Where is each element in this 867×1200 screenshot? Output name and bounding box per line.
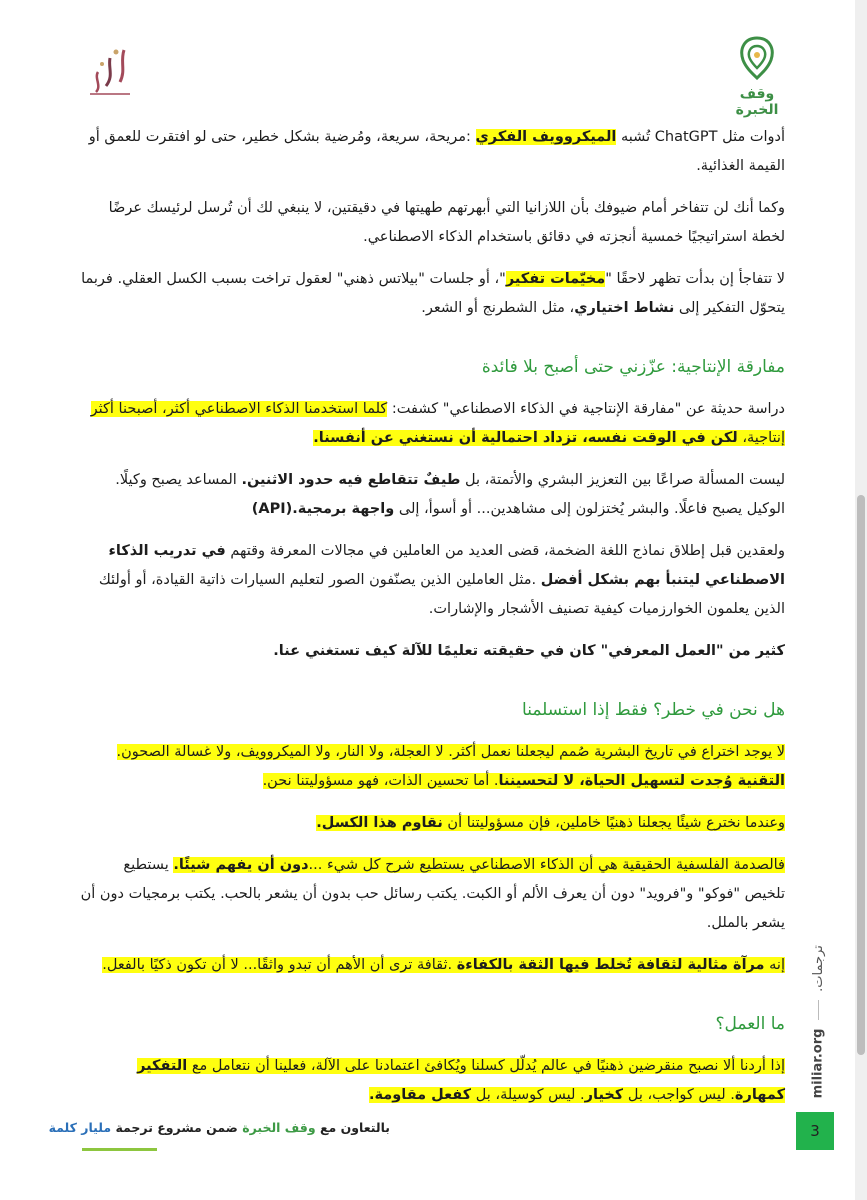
paragraph: دراسة حديثة عن "مفارقة الإنتاجية في الذكاء الاصطناعي" كشفت: كلما استخدمنا الذكاء الاصطناعي أكثر، أصبحنا أكثر إنتاجية، لكن في الوقت نفسه، تزداد احتمالية أن نستغني عن أنفسنا. bbox=[90, 401, 785, 446]
section-heading: هل نحن في خطر؟ فقط إذا استسلمنا bbox=[522, 700, 785, 720]
section-heading: مفارقة الإنتاجية: عزّزني حتى أصبح بلا فائدة bbox=[481, 357, 785, 377]
page-number: 3 bbox=[796, 1112, 834, 1150]
footer-underline bbox=[82, 1148, 157, 1151]
paragraph: كثير من "العمل المعرفي" كان في حقيقته تعليمًا للآلة كيف تستغني عنا. bbox=[273, 643, 785, 659]
paragraph: لا يوجد اختراع في تاريخ البشرية صُمم ليجعلنا نعمل أكثر. لا العجلة، ولا النار، ولا الميكروويف، ولا غسالة الصحون. التقنية وُجدت لتسهيل الحياة، لا لتحسيننا. أما تحسين الذات، فهو مسؤوليتنا نحن. bbox=[116, 744, 785, 789]
paragraph: إذا أردنا ألا نصبح منقرضين ذهنيًا في عالم يُدلّل كسلنا ويُكافئ اعتمادنا على الآلة، فعلينا أن نتعامل مع التفكير كمهارة. ليس كواجب، بل كخيار. ليس كوسيلة، بل كفعل مقاومة. bbox=[137, 1058, 785, 1103]
section-heading: ما العمل؟ bbox=[715, 1014, 785, 1034]
logo-caption: وقف الخبرة bbox=[735, 86, 779, 118]
scrollbar-thumb[interactable] bbox=[857, 495, 865, 1055]
paragraph: لا تتفاجأ إن بدأت تظهر لاحقًا "مخيّمات تفكير"، أو جلسات "بيلاتس ذهني" لعقول تراخت بسبب الكسل العقلي. فربما يتحوّل التفكير إلى نشاط اختياري، مثل الشطرنج أو الشعر. bbox=[81, 271, 785, 316]
paragraph: إنه مرآة مثالية لثقافة تُخلط فيها الثقة بالكفاءة .ثقافة ترى أن الأهم أن تبدو واثقًا... لا أن تكون ذكيًا بالفعل. bbox=[102, 957, 785, 973]
paragraph: وعندما نخترع شيئًا يجعلنا ذهنيًا خاملين، فإن مسؤوليتنا أن نقاوم هذا الكسل. bbox=[316, 815, 785, 831]
scrollbar-track[interactable] bbox=[855, 0, 867, 1200]
paragraph: وكما أنك لن تتفاخر أمام ضيوفك بأن اللازانيا التي أبهرتهم طهيتها في دقيقتين، لا ينبغي لك أن تُرسل لرئيسك عرضًا لخطة استراتيجيًا خمسية أنجزته في دقائق باستخدام الذكاء الاصطناعي. bbox=[108, 200, 785, 245]
article-body bbox=[80, 123, 785, 1123]
paragraph: أدوات مثل ChatGPT تُشبه الميكروويف الفكري :مريحة، سريعة، ومُرضية بشكل خطير، حتى لو افتقرت للعمق أو القيمة الغذائية. bbox=[88, 129, 785, 174]
paragraph: ليست المسألة صراعًا بين التعزيز البشري والأتمتة، بل طيفٌ تتقاطع فيه حدود الاثنين. المساعد يصبح وكيلًا. الوكيل يصبح فاعلًا. والبشر يُختزلون إلى مشاهدين... أو أسوأ، إلى واجهة برمجية.(API) bbox=[115, 472, 785, 517]
footer-credit: بالتعاون مع وقف الخبرة ضمن مشروع ترجمة مليار كلمة bbox=[48, 1120, 390, 1135]
side-divider bbox=[818, 1000, 819, 1020]
footer-project[interactable]: مليار كلمة bbox=[48, 1120, 112, 1135]
waqf-alkhibra-logo bbox=[722, 36, 792, 118]
kalila-logo bbox=[80, 42, 140, 102]
side-url[interactable]: miliar.org bbox=[810, 1028, 826, 1098]
paragraph: ولعقدين قبل إطلاق نماذج اللغة الضخمة، قضى العديد من العاملين في مجالات المعرفة وقتهم في تدريب الذكاء الاصطناعي ليتنبأ بهم بشكل أفضل .مثل العاملين الذين يصنّفون الصور لتعليم السيارات ذاتية القيادة، أو أولئك الذين يعلمون الخوارزميات كيفية تصنيف الأشجار والإشارات. bbox=[98, 543, 785, 617]
footer-partner[interactable]: وقف الخبرة bbox=[242, 1120, 316, 1135]
waqf-emblem-icon bbox=[735, 36, 779, 80]
paragraph: فالصدمة الفلسفية الحقيقية هي أن الذكاء الاصطناعي يستطيع شرح كل شيء ...دون أن يفهم شيئًا. يستطيع تلخيص "فوكو" و"فرويد" دون أن يعرف الألم أو الكبت. يكتب رسائل حب بدون أن يشعر بالحب. يكتب برمجيات دون أن يشعر بالملل. bbox=[80, 857, 785, 931]
side-label: ترجمات. bbox=[810, 944, 826, 992]
